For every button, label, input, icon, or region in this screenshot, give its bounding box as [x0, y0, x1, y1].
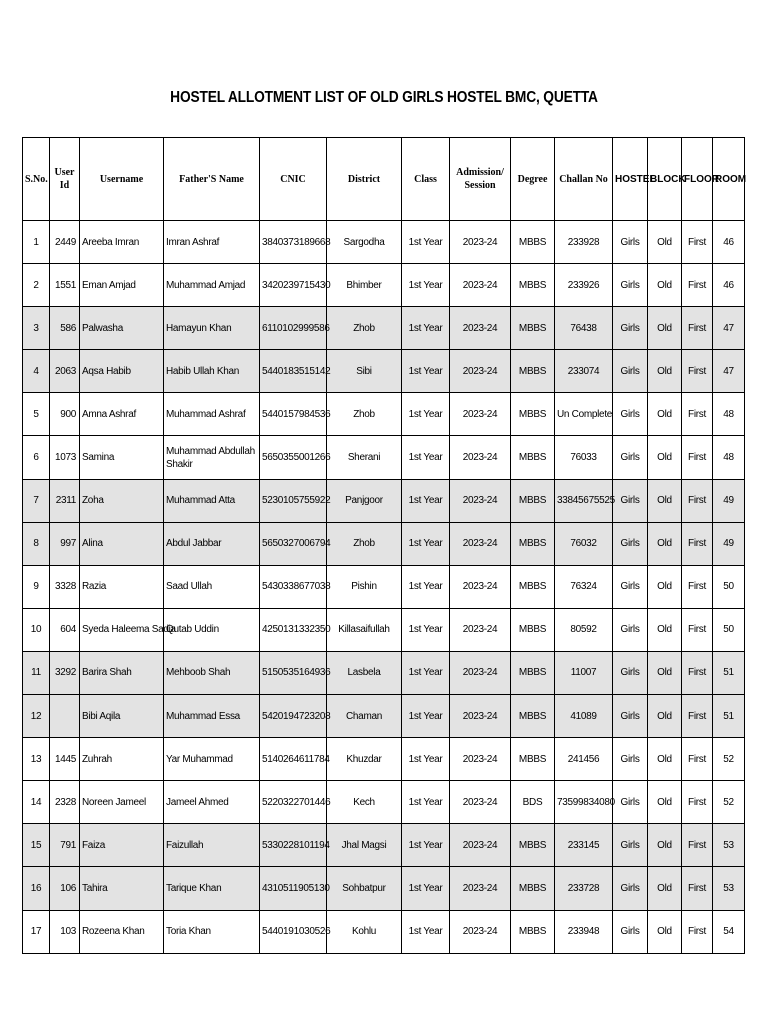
col-header-block: BLOCK — [648, 138, 682, 221]
cell-userid: 997 — [50, 522, 80, 565]
cell-challan: 233926 — [555, 264, 613, 307]
cell-district: Sibi — [327, 350, 402, 393]
cell-degree: MBBS — [511, 350, 555, 393]
cell-block: Old — [648, 824, 682, 867]
cell-challan: 33845675525 — [555, 479, 613, 522]
cell-sno: 4 — [23, 350, 50, 393]
cell-floor: First — [682, 608, 713, 651]
cell-degree: MBBS — [511, 221, 555, 264]
cell-district: Sargodha — [327, 221, 402, 264]
cell-room: 46 — [713, 264, 745, 307]
col-header-username: Username — [80, 138, 164, 221]
cell-challan: 76033 — [555, 436, 613, 479]
cell-floor: First — [682, 651, 713, 694]
cell-hostel: Girls — [613, 695, 648, 738]
cell-sno: 13 — [23, 738, 50, 781]
cell-block: Old — [648, 781, 682, 824]
cell-sno: 17 — [23, 910, 50, 953]
cell-challan: 233074 — [555, 350, 613, 393]
cell-username: Barira Shah — [80, 651, 164, 694]
cell-session: 2023-24 — [450, 867, 511, 910]
cell-father: Habib Ullah Khan — [164, 350, 260, 393]
cell-block: Old — [648, 221, 682, 264]
cell-hostel: Girls — [613, 565, 648, 608]
cell-challan: 241456 — [555, 738, 613, 781]
cell-room: 47 — [713, 350, 745, 393]
cell-class: 1st Year — [402, 479, 450, 522]
cell-floor: First — [682, 824, 713, 867]
cell-block: Old — [648, 910, 682, 953]
cell-hostel: Girls — [613, 867, 648, 910]
cell-father: Qutab Uddin — [164, 608, 260, 651]
cell-district: Kohlu — [327, 910, 402, 953]
col-header-userid: User Id — [50, 138, 80, 221]
cell-hostel: Girls — [613, 264, 648, 307]
cell-sno: 15 — [23, 824, 50, 867]
cell-challan: 76438 — [555, 307, 613, 350]
cell-userid: 1073 — [50, 436, 80, 479]
cell-userid: 604 — [50, 608, 80, 651]
cell-degree: MBBS — [511, 307, 555, 350]
cell-floor: First — [682, 436, 713, 479]
cell-block: Old — [648, 695, 682, 738]
cell-class: 1st Year — [402, 738, 450, 781]
cell-class: 1st Year — [402, 350, 450, 393]
cell-district: Panjgoor — [327, 479, 402, 522]
cell-username: Areeba Imran — [80, 221, 164, 264]
table-row — [23, 350, 745, 393]
cell-block: Old — [648, 522, 682, 565]
cell-room: 46 — [713, 221, 745, 264]
cell-block: Old — [648, 264, 682, 307]
col-header-admission: Admission/ Session — [450, 138, 511, 221]
cell-session: 2023-24 — [450, 738, 511, 781]
cell-username: Zuhrah — [80, 738, 164, 781]
cell-room: 52 — [713, 781, 745, 824]
cell-degree: BDS — [511, 781, 555, 824]
cell-hostel: Girls — [613, 608, 648, 651]
table-header-row — [23, 138, 745, 221]
cell-sno: 2 — [23, 264, 50, 307]
table-row — [23, 522, 745, 565]
cell-userid: 2311 — [50, 479, 80, 522]
cell-cnic: 4250131332350 — [260, 608, 327, 651]
table-row — [23, 651, 745, 694]
cell-father: Tarique Khan — [164, 867, 260, 910]
cell-room: 48 — [713, 436, 745, 479]
cell-block: Old — [648, 436, 682, 479]
col-header-degree: Degree — [511, 138, 555, 221]
cell-username: Eman Amjad — [80, 264, 164, 307]
cell-cnic: 5440183515142 — [260, 350, 327, 393]
cell-degree: MBBS — [511, 393, 555, 436]
cell-room: 47 — [713, 307, 745, 350]
cell-hostel: Girls — [613, 781, 648, 824]
cell-father: Muhammad Amjad — [164, 264, 260, 307]
cell-cnic: 3420239715430 — [260, 264, 327, 307]
cell-degree: MBBS — [511, 436, 555, 479]
cell-hostel: Girls — [613, 479, 648, 522]
cell-block: Old — [648, 393, 682, 436]
cell-class: 1st Year — [402, 522, 450, 565]
cell-hostel: Girls — [613, 651, 648, 694]
cell-session: 2023-24 — [450, 479, 511, 522]
cell-cnic: 5230105755922 — [260, 479, 327, 522]
cell-challan: 41089 — [555, 695, 613, 738]
cell-floor: First — [682, 264, 713, 307]
cell-class: 1st Year — [402, 867, 450, 910]
cell-floor: First — [682, 910, 713, 953]
cell-cnic: 5430338677038 — [260, 565, 327, 608]
cell-sno: 12 — [23, 695, 50, 738]
cell-floor: First — [682, 307, 713, 350]
cell-room: 53 — [713, 867, 745, 910]
cell-cnic: 5650327006794 — [260, 522, 327, 565]
cell-cnic: 5650355001266 — [260, 436, 327, 479]
cell-father: Muhammad Ashraf — [164, 393, 260, 436]
cell-degree: MBBS — [511, 479, 555, 522]
cell-floor: First — [682, 565, 713, 608]
cell-father: Muhammad Abdullah Shakir — [164, 436, 260, 479]
col-header-father: Father'S Name — [164, 138, 260, 221]
cell-hostel: Girls — [613, 436, 648, 479]
cell-challan: 73599834080 — [555, 781, 613, 824]
table-row — [23, 695, 745, 738]
cell-username: Tahira — [80, 867, 164, 910]
cell-challan: 233728 — [555, 867, 613, 910]
cell-username: Zoha — [80, 479, 164, 522]
cell-class: 1st Year — [402, 307, 450, 350]
cell-userid: 2449 — [50, 221, 80, 264]
table-row — [23, 307, 745, 350]
cell-class: 1st Year — [402, 651, 450, 694]
cell-room: 49 — [713, 479, 745, 522]
cell-sno: 11 — [23, 651, 50, 694]
table-row — [23, 867, 745, 910]
cell-floor: First — [682, 695, 713, 738]
cell-district: Kech — [327, 781, 402, 824]
cell-cnic: 5150535164936 — [260, 651, 327, 694]
table-body — [23, 221, 745, 954]
cell-room: 50 — [713, 565, 745, 608]
cell-username: Palwasha — [80, 307, 164, 350]
cell-block: Old — [648, 867, 682, 910]
cell-sno: 16 — [23, 867, 50, 910]
cell-session: 2023-24 — [450, 565, 511, 608]
col-header-class: Class — [402, 138, 450, 221]
cell-district: Bhimber — [327, 264, 402, 307]
col-header-sno: S.No. — [23, 138, 50, 221]
cell-district: Khuzdar — [327, 738, 402, 781]
cell-username: Alina — [80, 522, 164, 565]
cell-session: 2023-24 — [450, 695, 511, 738]
cell-challan: 76324 — [555, 565, 613, 608]
cell-room: 53 — [713, 824, 745, 867]
cell-degree: MBBS — [511, 264, 555, 307]
table-row — [23, 479, 745, 522]
cell-username: Bibi Aqila — [80, 695, 164, 738]
cell-cnic: 6110102999586 — [260, 307, 327, 350]
col-header-floor: FLOOR — [682, 138, 713, 221]
cell-userid: 900 — [50, 393, 80, 436]
cell-session: 2023-24 — [450, 436, 511, 479]
cell-room: 49 — [713, 522, 745, 565]
cell-hostel: Girls — [613, 307, 648, 350]
cell-father: Abdul Jabbar — [164, 522, 260, 565]
allotment-table — [22, 137, 745, 954]
cell-hostel: Girls — [613, 221, 648, 264]
cell-district: Chaman — [327, 695, 402, 738]
cell-degree: MBBS — [511, 824, 555, 867]
cell-username: Samina — [80, 436, 164, 479]
cell-hostel: Girls — [613, 350, 648, 393]
cell-degree: MBBS — [511, 867, 555, 910]
cell-sno: 7 — [23, 479, 50, 522]
cell-session: 2023-24 — [450, 824, 511, 867]
cell-floor: First — [682, 522, 713, 565]
cell-challan: 233948 — [555, 910, 613, 953]
cell-district: Jhal Magsi — [327, 824, 402, 867]
cell-district: Sohbatpur — [327, 867, 402, 910]
cell-session: 2023-24 — [450, 651, 511, 694]
cell-district: Zhob — [327, 522, 402, 565]
cell-class: 1st Year — [402, 608, 450, 651]
table-row — [23, 221, 745, 264]
cell-cnic: 5440157984536 — [260, 393, 327, 436]
cell-father: Yar Muhammad — [164, 738, 260, 781]
cell-degree: MBBS — [511, 651, 555, 694]
cell-floor: First — [682, 738, 713, 781]
cell-district: Sherani — [327, 436, 402, 479]
cell-session: 2023-24 — [450, 264, 511, 307]
cell-username: Razia — [80, 565, 164, 608]
cell-class: 1st Year — [402, 393, 450, 436]
cell-userid: 3328 — [50, 565, 80, 608]
cell-room: 51 — [713, 651, 745, 694]
cell-hostel: Girls — [613, 910, 648, 953]
cell-userid: 1445 — [50, 738, 80, 781]
cell-room: 54 — [713, 910, 745, 953]
cell-sno: 3 — [23, 307, 50, 350]
cell-block: Old — [648, 479, 682, 522]
table-row — [23, 781, 745, 824]
cell-userid: 586 — [50, 307, 80, 350]
table-row — [23, 264, 745, 307]
table-row — [23, 608, 745, 651]
table-row — [23, 824, 745, 867]
cell-userid — [50, 695, 80, 738]
cell-block: Old — [648, 307, 682, 350]
cell-sno: 14 — [23, 781, 50, 824]
col-header-room: ROOM — [713, 138, 745, 221]
cell-class: 1st Year — [402, 910, 450, 953]
cell-class: 1st Year — [402, 565, 450, 608]
cell-session: 2023-24 — [450, 393, 511, 436]
cell-district: Zhob — [327, 393, 402, 436]
cell-cnic: 5440191030526 — [260, 910, 327, 953]
cell-class: 1st Year — [402, 695, 450, 738]
cell-floor: First — [682, 350, 713, 393]
cell-username: Rozeena Khan — [80, 910, 164, 953]
table-row — [23, 393, 745, 436]
cell-room: 52 — [713, 738, 745, 781]
cell-father: Muhammad Atta — [164, 479, 260, 522]
cell-floor: First — [682, 393, 713, 436]
cell-district: Killasaifullah — [327, 608, 402, 651]
cell-sno: 8 — [23, 522, 50, 565]
cell-username: Faiza — [80, 824, 164, 867]
cell-cnic: 4310511905130 — [260, 867, 327, 910]
table-row — [23, 436, 745, 479]
cell-session: 2023-24 — [450, 608, 511, 651]
cell-hostel: Girls — [613, 522, 648, 565]
cell-father: Jameel Ahmed — [164, 781, 260, 824]
col-header-challan: Challan No — [555, 138, 613, 221]
cell-degree: MBBS — [511, 522, 555, 565]
table-row — [23, 565, 745, 608]
cell-block: Old — [648, 565, 682, 608]
cell-hostel: Girls — [613, 393, 648, 436]
cell-block: Old — [648, 738, 682, 781]
cell-challan: 233928 — [555, 221, 613, 264]
cell-challan: 76032 — [555, 522, 613, 565]
col-header-district: District — [327, 138, 402, 221]
cell-district: Lasbela — [327, 651, 402, 694]
cell-session: 2023-24 — [450, 307, 511, 350]
cell-father: Mehboob Shah — [164, 651, 260, 694]
cell-userid: 103 — [50, 910, 80, 953]
cell-cnic: 5140264611784 — [260, 738, 327, 781]
table-row — [23, 910, 745, 953]
cell-challan: 233145 — [555, 824, 613, 867]
cell-room: 48 — [713, 393, 745, 436]
cell-district: Zhob — [327, 307, 402, 350]
col-header-hostel: HOSTEL — [613, 138, 648, 221]
cell-room: 51 — [713, 695, 745, 738]
cell-cnic: 3840373189668 — [260, 221, 327, 264]
cell-userid: 791 — [50, 824, 80, 867]
cell-userid: 1551 — [50, 264, 80, 307]
cell-class: 1st Year — [402, 264, 450, 307]
col-header-cnic: CNIC — [260, 138, 327, 221]
cell-session: 2023-24 — [450, 350, 511, 393]
cell-session: 2023-24 — [450, 522, 511, 565]
cell-userid: 2328 — [50, 781, 80, 824]
cell-floor: First — [682, 479, 713, 522]
cell-father: Imran Ashraf — [164, 221, 260, 264]
cell-floor: First — [682, 867, 713, 910]
cell-father: Muhammad Essa — [164, 695, 260, 738]
table-row — [23, 738, 745, 781]
cell-challan: 11007 — [555, 651, 613, 694]
cell-block: Old — [648, 651, 682, 694]
cell-class: 1st Year — [402, 781, 450, 824]
cell-username: Noreen Jameel — [80, 781, 164, 824]
cell-challan: Un Complete — [555, 393, 613, 436]
cell-username: Syeda Haleema Sadia — [80, 608, 164, 651]
cell-username: Aqsa Habib — [80, 350, 164, 393]
cell-class: 1st Year — [402, 221, 450, 264]
cell-session: 2023-24 — [450, 910, 511, 953]
page-title: HOSTEL ALLOTMENT LIST OF OLD GIRLS HOSTEL BMC, QUETTA — [170, 89, 598, 106]
cell-block: Old — [648, 608, 682, 651]
cell-sno: 5 — [23, 393, 50, 436]
cell-challan: 80592 — [555, 608, 613, 651]
cell-session: 2023-24 — [450, 221, 511, 264]
cell-sno: 6 — [23, 436, 50, 479]
cell-session: 2023-24 — [450, 781, 511, 824]
cell-degree: MBBS — [511, 738, 555, 781]
cell-class: 1st Year — [402, 824, 450, 867]
cell-floor: First — [682, 781, 713, 824]
cell-district: Pishin — [327, 565, 402, 608]
cell-sno: 9 — [23, 565, 50, 608]
cell-cnic: 5420194723208 — [260, 695, 327, 738]
cell-hostel: Girls — [613, 824, 648, 867]
cell-userid: 106 — [50, 867, 80, 910]
cell-username: Amna Ashraf — [80, 393, 164, 436]
cell-sno: 10 — [23, 608, 50, 651]
cell-father: Faizullah — [164, 824, 260, 867]
cell-degree: MBBS — [511, 565, 555, 608]
cell-degree: MBBS — [511, 608, 555, 651]
cell-degree: MBBS — [511, 910, 555, 953]
cell-father: Saad Ullah — [164, 565, 260, 608]
cell-room: 50 — [713, 608, 745, 651]
cell-hostel: Girls — [613, 738, 648, 781]
cell-userid: 3292 — [50, 651, 80, 694]
cell-block: Old — [648, 350, 682, 393]
cell-cnic: 5330228101194 — [260, 824, 327, 867]
cell-father: Toria Khan — [164, 910, 260, 953]
cell-floor: First — [682, 221, 713, 264]
cell-degree: MBBS — [511, 695, 555, 738]
cell-father: Hamayun Khan — [164, 307, 260, 350]
cell-class: 1st Year — [402, 436, 450, 479]
cell-sno: 1 — [23, 221, 50, 264]
cell-userid: 2063 — [50, 350, 80, 393]
cell-cnic: 5220322701446 — [260, 781, 327, 824]
